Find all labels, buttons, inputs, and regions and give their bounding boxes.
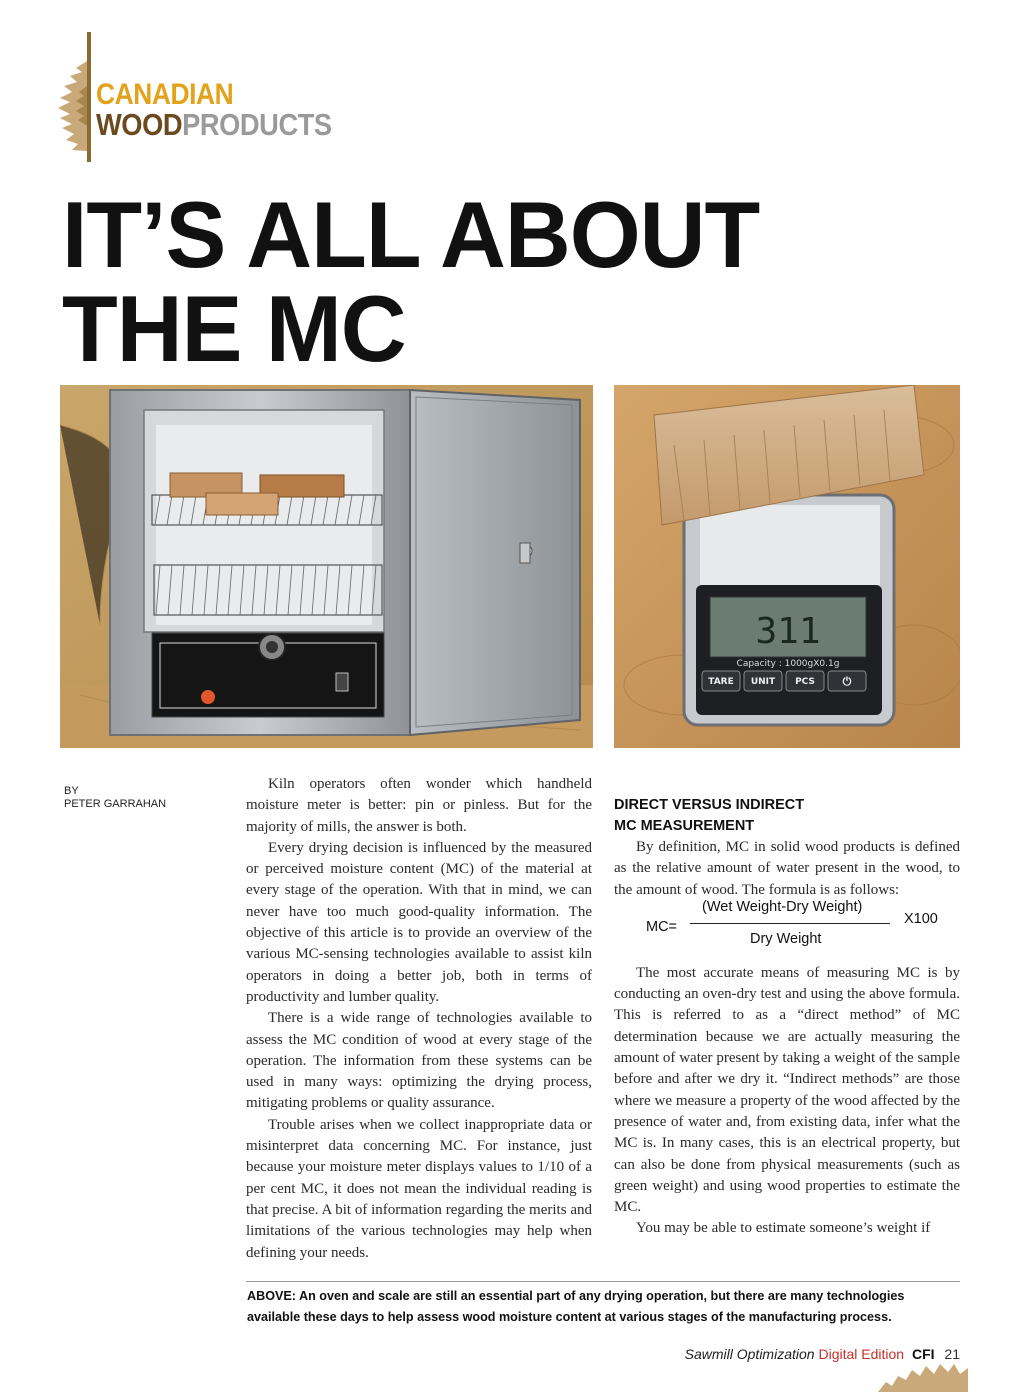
scale-power-icon: ⏻ <box>842 675 852 688</box>
saw-blade-corner-icon <box>868 1352 968 1392</box>
formula-denominator: Dry Weight <box>750 930 822 947</box>
byline <box>64 785 166 811</box>
scale-capacity-label: Capacity : 1000gX0.1g <box>736 659 840 669</box>
paragraph: There is a wide range of technologies available to assess the MC condition of wood at every stage of the operation. The information from these systems can be used in many ways: optimizing the drying process, mitigating problems or quality assurance. <box>246 1010 592 1112</box>
footer-magazine: CFI <box>911 1346 935 1362</box>
logo-text-wood: WOOD <box>96 107 183 142</box>
formula-numerator: (Wet Weight-Dry Weight) <box>702 898 863 915</box>
headline-line-1: IT’S ALL ABOUT <box>62 182 760 287</box>
body-column-right <box>614 795 960 1240</box>
scale-unit-label: UNIT <box>750 677 776 687</box>
logo-text-woodproducts <box>96 109 332 140</box>
article-headline <box>62 182 962 381</box>
section-subhead-line-1: DIRECT VERSUS INDIRECT <box>614 797 805 813</box>
formula-lhs: MC= <box>646 918 678 935</box>
logo-text-canadian: CANADIAN <box>96 78 234 111</box>
paragraph: You may be able to estimate someone’s weight if <box>636 1220 931 1237</box>
caption-divider <box>246 1281 960 1282</box>
headline-line-2: THE MC <box>62 276 406 381</box>
scale-readout: 311 <box>755 611 821 652</box>
logo-text-products: PRODUCTS <box>182 107 332 142</box>
paragraph: Every drying decision is influenced by the measured or perceived moisture content (MC) of the material at every stage of the operation. With that in mind, we can never have too much good-quality information. The objective of this article is to provide an overview of the various MC-sensing technologies available to assist kiln operators in doing a better job, both in terms of productivity and lumber quality. <box>246 839 592 1005</box>
byline-by: BY <box>64 785 79 797</box>
scale-pcs-label: PCS <box>795 677 815 687</box>
footer-edition: Digital Edition <box>818 1346 905 1362</box>
paragraph: Kiln operators often wonder which handheld moisture meter is better: pin or pinless. But for the majority of mills, the answer is both. <box>246 776 592 835</box>
paragraph: The most accurate means of measuring MC is by conducting an oven-dry test and using the above formula. This is referred to as a “direct method” of MC determination because we are actually measuring the amount of water present by taking a weight of the sample before and after we dry it. “Indirect methods” are those where we measure a property of the wood affected by the presence of water and, from existing data, infer what the MC is. In many cases, this is an electrical property, but can also be done from physical measurements (such as green weight) and using wood properties to estimate the MC. <box>614 964 960 1216</box>
photo-scale <box>614 385 960 748</box>
mc-formula <box>614 898 960 963</box>
photo-oven <box>60 385 593 748</box>
formula-multiplier: X100 <box>904 910 938 927</box>
footer-publication: Sawmill Optimization <box>684 1346 815 1362</box>
byline-author: PETER GARRAHAN <box>64 798 167 810</box>
body-column-left <box>246 774 592 1264</box>
formula-fraction-bar <box>690 923 890 924</box>
page-number: 21 <box>944 1346 960 1362</box>
paragraph: By definition, MC in solid wood products is defined as the relative amount of water present in the wood, to the amount of wood. The formula is as follows: <box>614 839 960 898</box>
section-subhead-line-2: MC MEASUREMENT <box>614 818 755 834</box>
photo-caption: ABOVE: An oven and scale are still an essential part of any drying operation, but there are many technologies available these days to help assess wood moisture content at various stages of the manufacturing process. <box>247 1289 905 1324</box>
saw-blade-icon <box>32 56 92 156</box>
scale-tare-label: TARE <box>708 677 734 687</box>
paragraph: Trouble arises when we collect inappropriate data or misinterpret data concerning MC. For instance, just because your moisture meter displays values to 1/10 of a per cent MC, it does not mean the individual reading is that precise. A bit of information regarding the merits and limitations of the various technologies may help when defining your needs. <box>246 1116 592 1261</box>
